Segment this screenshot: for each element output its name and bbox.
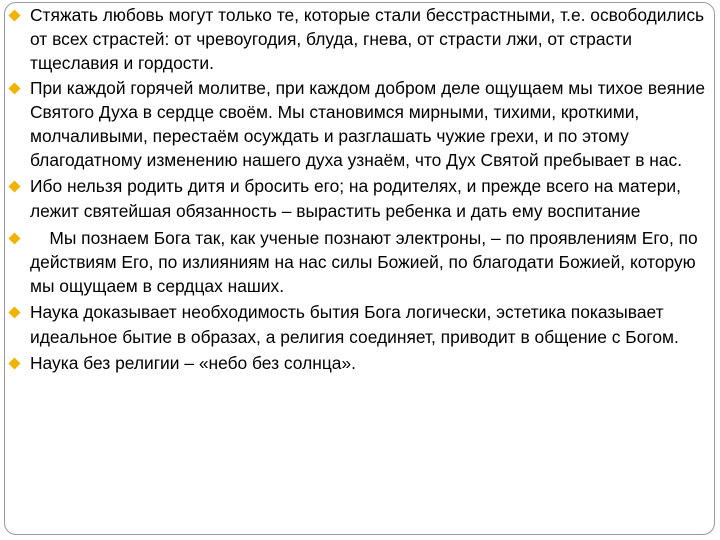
- list-item: [8, 351, 714, 375]
- diamond-bullet-icon: [8, 180, 21, 193]
- list-item: [8, 3, 714, 76]
- diamond-bullet-icon: [8, 306, 21, 319]
- list-item-text: Стяжать любовь могут только те, которые стали бесстрастными, т.е. освободились от всех страстей: от чревоугодия, блуда, гнева, от страсти лжи, от страсти тщеславия и гордости.: [30, 5, 709, 74]
- diamond-bullet-icon: [8, 9, 21, 22]
- list-item: [8, 174, 714, 222]
- diamond-bullet-icon: [8, 232, 21, 245]
- list-item: [8, 300, 714, 348]
- list-item: [8, 226, 714, 299]
- list-item-text: Ибо нельзя родить дитя и бросить его; на родителях, и прежде всего на матери, лежит святейшая обязанность – вырастить ребенка и дать ему воспитание: [30, 176, 686, 221]
- bullet-list: [8, 3, 714, 375]
- list-item-text: При каждой горячей молитве, при каждом добром деле ощущаем мы тихое веяние Святого Духа в сердце своём. Мы становимся мирными, тихими, кроткими, молчаливыми, перестаём осуждать и разглашать чужие грехи, и по этому благодатному изменению нашего духа узнаём, что Дух Святой пребывает в нас.: [30, 77, 710, 171]
- list-item-text: Наука доказывает необходимость бытия Бога логически, эстетика показывает идеальное бытие в образах, а религия соединяет, приводит в общение с Богом.: [30, 302, 679, 347]
- diamond-bullet-icon: [8, 82, 21, 95]
- list-item-text: Мы познаем Бога так, как ученые познают электроны, – по проявлениям Его, по действиям Его, по излияниям на нас силы Божией, по благодати Божией, которую мы ощущаем в сердцах наших.: [30, 227, 703, 297]
- list-item: [8, 76, 714, 173]
- list-item-text: Наука без религии – «небо без солнца».: [30, 352, 356, 373]
- diamond-bullet-icon: [8, 357, 21, 370]
